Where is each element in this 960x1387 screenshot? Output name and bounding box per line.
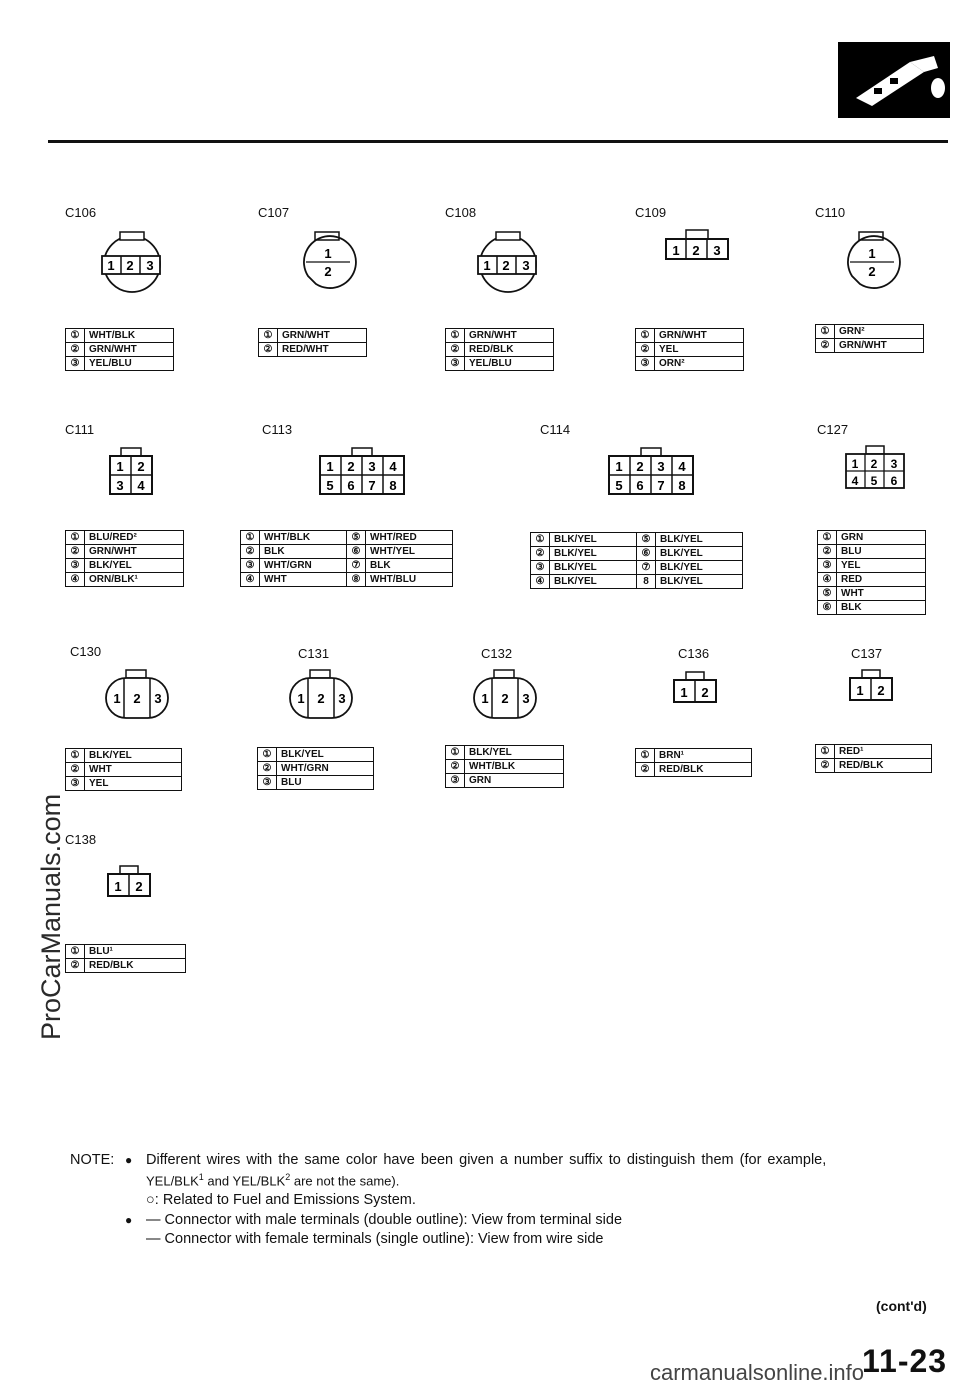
terminal-number: 3: [146, 258, 154, 273]
wire-color: RED: [837, 573, 926, 587]
terminal-number: 1: [868, 246, 876, 261]
note-text: Related to Fuel and Emissions System.: [158, 1192, 416, 1209]
table-row: [446, 357, 554, 371]
pin-number: ①: [259, 329, 278, 343]
pin-number: ①: [258, 748, 277, 762]
pin-number: ⑦: [347, 559, 366, 573]
pinout-table-c109: [635, 328, 744, 371]
note-line: [146, 1192, 940, 1209]
terminal-number: 4: [678, 459, 686, 474]
pin-number: ④: [241, 573, 260, 587]
table-row: [818, 573, 926, 587]
pin-number: ③: [446, 774, 465, 788]
pin-number: ②: [66, 545, 85, 559]
connector-rect-8pin-icon: [318, 446, 408, 500]
pin-number: ①: [66, 749, 85, 763]
terminal-number: 1: [851, 457, 859, 471]
wire-color: WHT/YEL: [366, 545, 453, 559]
fuel-pump-nozzle-icon: [838, 42, 950, 118]
terminal-number: 6: [890, 474, 898, 488]
pin-number: ②: [816, 759, 835, 773]
pin-number: ⑤: [818, 587, 837, 601]
terminal-number: 1: [481, 691, 489, 706]
wire-color: BLK/YEL: [656, 533, 743, 547]
bullet-icon: ●: [125, 1153, 133, 1167]
terminal-number: 2: [877, 683, 885, 698]
pin-number: ②: [636, 763, 655, 777]
wire-color: BLK/YEL: [656, 547, 743, 561]
pin-number: ③: [66, 777, 85, 791]
table-row: [66, 777, 182, 791]
pin-number: ③: [446, 357, 465, 371]
terminal-number: 1: [326, 459, 334, 474]
wire-color: RED/BLK: [465, 343, 554, 357]
terminal-number: 2: [701, 685, 709, 700]
connector-label: C113: [262, 422, 293, 437]
wire-color: WHT: [85, 763, 182, 777]
table-row: [66, 531, 184, 545]
pin-number: ④: [66, 573, 85, 587]
pin-number: ③: [636, 357, 655, 371]
page-number: 11-23: [862, 1343, 948, 1379]
terminal-number: 2: [133, 691, 141, 706]
pin-number: ⑤: [347, 531, 366, 545]
pin-number: ①: [66, 329, 85, 343]
wire-color: WHT/GRN: [260, 559, 347, 573]
wire-color: BLK: [366, 559, 453, 573]
connector-label: C136: [678, 646, 710, 661]
pin-number: ①: [241, 531, 260, 545]
wire-color: BRN¹: [655, 749, 752, 763]
note-line: [70, 1152, 940, 1169]
wire-color: WHT/RED: [366, 531, 453, 545]
pin-number: ④: [818, 573, 837, 587]
header-rule: [48, 140, 948, 143]
terminal-number: 4: [851, 474, 859, 488]
bullet-icon: ●: [125, 1213, 133, 1228]
table-row: [531, 533, 743, 547]
table-row: [66, 945, 186, 959]
table-row: [818, 587, 926, 601]
wire-color: BLK/YEL: [277, 748, 374, 762]
note-label: NOTE:: [70, 1152, 115, 1168]
wire-color: BLK/YEL: [85, 749, 182, 763]
pin-number: ③: [258, 776, 277, 790]
wire-color: RED/BLK: [835, 759, 932, 773]
terminal-number: 8: [389, 478, 397, 493]
table-row: [531, 575, 743, 589]
pin-number: ⑥: [637, 547, 656, 561]
terminal-number: 2: [692, 243, 700, 258]
pin-number: ①: [66, 531, 85, 545]
table-row: [258, 748, 374, 762]
terminal-number: 8: [678, 478, 686, 493]
connector-label: C114: [540, 422, 571, 437]
wire-color: YEL/BLU: [465, 357, 554, 371]
note-text: are not the same).: [290, 1173, 400, 1189]
table-row: [66, 357, 174, 371]
terminal-number: 1: [114, 879, 122, 894]
table-row: [66, 763, 182, 777]
table-row: [241, 531, 453, 545]
table-row: [446, 746, 564, 760]
pin-number: ②: [66, 763, 85, 777]
table-row: [66, 573, 184, 587]
table-row: [241, 573, 453, 587]
wire-color: BLK/YEL: [550, 561, 637, 575]
wire-color: GRN/WHT: [465, 329, 554, 343]
terminal-number: 2: [636, 459, 644, 474]
connector-label: C127: [817, 422, 849, 437]
pin-number: ⑥: [818, 601, 837, 615]
table-row: [636, 343, 744, 357]
table-row: [66, 559, 184, 573]
terminal-number: 1: [483, 258, 491, 273]
legend-note: [70, 1152, 940, 1248]
terminal-number: 1: [856, 683, 864, 698]
pin-number: ②: [66, 959, 85, 973]
pinout-table-c110: [815, 324, 924, 353]
connector-rect-2pin-icon: [106, 864, 156, 902]
note-example: [146, 1169, 940, 1189]
pinout-table-c108: [445, 328, 554, 371]
pin-number: ⑥: [347, 545, 366, 559]
table-row: [446, 343, 554, 357]
table-row: [636, 329, 744, 343]
continued-label: (cont'd): [876, 1298, 927, 1314]
terminal-number: 1: [672, 243, 680, 258]
table-row: [531, 561, 743, 575]
superscript: 2: [285, 1172, 291, 1182]
wire-color: GRN: [465, 774, 564, 788]
table-row: [66, 343, 174, 357]
pinout-table-c136: [635, 748, 752, 777]
table-row: [816, 745, 932, 759]
connector-label: C109: [635, 205, 667, 220]
wire-color: GRN/WHT: [835, 339, 924, 353]
wire-color: BLK: [260, 545, 347, 559]
wire-color: BLK: [837, 601, 926, 615]
connector-label: C137: [851, 646, 883, 661]
note-text: Different wires with the same color have been given a number suffix to distinguish them (for example,: [146, 1152, 827, 1168]
table-row: [66, 959, 186, 973]
pin-number: ②: [66, 343, 85, 357]
table-row: [66, 329, 174, 343]
terminal-number: 1: [297, 691, 305, 706]
pinout-table-c113: [240, 530, 453, 587]
table-row: [241, 559, 453, 573]
wire-color: WHT: [260, 573, 347, 587]
connector-rect-4pin-icon: [108, 446, 158, 500]
note-text: YEL/BLK: [146, 1173, 199, 1189]
connector-label: C132: [481, 646, 513, 661]
pin-number: ②: [531, 547, 550, 561]
wire-color: GRN: [837, 531, 926, 545]
pin-number: ①: [816, 325, 835, 339]
connector-round-3pin-icon: [100, 230, 170, 300]
terminal-number: 1: [116, 459, 124, 474]
wire-color: ORN/BLK¹: [85, 573, 184, 587]
terminal-number: 6: [636, 478, 644, 493]
terminal-number: 2: [137, 459, 145, 474]
terminal-number: 2: [502, 258, 510, 273]
wire-color: YEL/BLU: [85, 357, 174, 371]
pinout-table-c130: [65, 748, 182, 791]
table-row: [818, 601, 926, 615]
wire-color: WHT/BLK: [85, 329, 174, 343]
connector-round-2pin-icon: [842, 230, 902, 300]
connector-round-2pin-icon: [298, 230, 358, 300]
terminal-number: 3: [657, 459, 665, 474]
terminal-number: 1: [324, 246, 332, 261]
terminal-number: 3: [368, 459, 376, 474]
table-row: [259, 329, 367, 343]
connector-label: C130: [70, 644, 102, 659]
pin-number: ④: [531, 575, 550, 589]
table-row: [531, 547, 743, 561]
table-row: [66, 749, 182, 763]
terminal-number: 6: [347, 478, 355, 493]
table-row: [241, 545, 453, 559]
pin-number: 8: [637, 575, 656, 589]
terminal-number: 2: [347, 459, 355, 474]
wire-color: BLK/YEL: [656, 561, 743, 575]
wire-color: RED/BLK: [655, 763, 752, 777]
section-logo: [838, 42, 950, 118]
wire-color: GRN/WHT: [278, 329, 367, 343]
pin-number: ⑦: [637, 561, 656, 575]
table-row: [636, 357, 744, 371]
wire-color: GRN/WHT: [655, 329, 744, 343]
wire-color: WHT/BLU: [366, 573, 453, 587]
wire-color: BLK/YEL: [465, 746, 564, 760]
pinout-table-c137: [815, 744, 932, 773]
terminal-number: 5: [615, 478, 623, 493]
terminal-number: 3: [154, 691, 162, 706]
terminal-number: 1: [107, 258, 115, 273]
terminal-number: 7: [368, 478, 376, 493]
wire-color: BLK/YEL: [550, 533, 637, 547]
wire-color: YEL: [837, 559, 926, 573]
pinout-table-c131: [257, 747, 374, 790]
pinout-table-c111: [65, 530, 184, 587]
wire-color: YEL: [655, 343, 744, 357]
pin-number: ③: [818, 559, 837, 573]
pin-number: ③: [241, 559, 260, 573]
connector-oval-3pin-icon: [288, 668, 356, 724]
connector-label: C107: [258, 205, 290, 220]
pinout-table-c127: [817, 530, 926, 615]
wire-color: BLK/YEL: [550, 575, 637, 589]
note-line: [70, 1212, 940, 1229]
table-row: [258, 762, 374, 776]
note-text: and YEL/BLK: [203, 1173, 286, 1189]
terminal-number: 3: [522, 258, 530, 273]
wire-color: GRN/WHT: [85, 343, 174, 357]
pinout-table-c114: [530, 532, 743, 589]
connector-oval-3pin-icon: [472, 668, 540, 724]
terminal-number: 4: [137, 478, 145, 493]
pin-number: ②: [818, 545, 837, 559]
pin-number: ①: [636, 329, 655, 343]
pin-number: ⑧: [347, 573, 366, 587]
note-text: — Connector with female terminals (single outline): View from wire side: [146, 1231, 604, 1248]
wire-color: YEL: [85, 777, 182, 791]
wire-color: BLU: [837, 545, 926, 559]
table-row: [818, 545, 926, 559]
terminal-number: 2: [317, 691, 325, 706]
wire-color: RED¹: [835, 745, 932, 759]
table-row: [446, 774, 564, 788]
table-row: [818, 531, 926, 545]
table-row: [446, 329, 554, 343]
table-row: [818, 559, 926, 573]
connector-round-3pin-icon: [476, 230, 546, 300]
wire-color: WHT/BLK: [465, 760, 564, 774]
note-text: — Connector with male terminals (double outline): View from terminal side: [146, 1212, 623, 1229]
watermark: ProCarManuals.com: [36, 793, 66, 1040]
pin-number: ②: [446, 343, 465, 357]
pinout-table-c106: [65, 328, 174, 371]
table-row: [446, 760, 564, 774]
connector-rect-2pin-icon: [848, 668, 898, 706]
pin-number: ⑤: [637, 533, 656, 547]
table-row: [636, 763, 752, 777]
wire-color: BLK/YEL: [85, 559, 184, 573]
terminal-number: 3: [116, 478, 124, 493]
terminal-number: 2: [868, 264, 876, 279]
table-row: [816, 325, 924, 339]
wire-color: RED/BLK: [85, 959, 186, 973]
table-row: [66, 545, 184, 559]
pin-number: ②: [259, 343, 278, 357]
wire-color: ORN²: [655, 357, 744, 371]
wire-color: WHT/GRN: [277, 762, 374, 776]
table-row: [636, 749, 752, 763]
terminal-number: 3: [522, 691, 530, 706]
table-row: [816, 339, 924, 353]
footer-site: carmanualsonline.info: [650, 1360, 865, 1385]
connector-rect-2pin-icon: [672, 670, 722, 708]
terminal-number: 5: [870, 474, 878, 488]
terminal-number: 5: [326, 478, 334, 493]
connector-label: C108: [445, 205, 477, 220]
wire-color: BLU¹: [85, 945, 186, 959]
connector-rect-3pin-icon: [664, 228, 734, 264]
connector-oval-3pin-icon: [104, 668, 172, 724]
connector-label: C131: [298, 646, 330, 661]
connector-label: C106: [65, 205, 97, 220]
terminal-number: 3: [890, 457, 898, 471]
wire-color: GRN/WHT: [85, 545, 184, 559]
superscript: 1: [198, 1172, 204, 1182]
pin-number: ②: [636, 343, 655, 357]
wire-color: BLU/RED²: [85, 531, 184, 545]
connector-label: C110: [815, 205, 846, 220]
terminal-number: 1: [113, 691, 121, 706]
terminal-number: 2: [324, 264, 332, 279]
pin-number: ①: [446, 329, 465, 343]
table-row: [258, 776, 374, 790]
terminal-number: 2: [501, 691, 509, 706]
terminal-number: 7: [657, 478, 665, 493]
terminal-number: 4: [389, 459, 397, 474]
pin-number: ②: [258, 762, 277, 776]
pin-number: ③: [66, 559, 85, 573]
pinout-table-c132: [445, 745, 564, 788]
connector-label: C111: [65, 422, 95, 437]
pin-number: ①: [816, 745, 835, 759]
pin-number: ①: [66, 945, 85, 959]
pinout-table-c138: [65, 944, 186, 973]
terminal-number: 3: [713, 243, 721, 258]
wire-color: WHT: [837, 587, 926, 601]
table-row: [259, 343, 367, 357]
terminal-number: 1: [615, 459, 623, 474]
wire-color: BLU: [277, 776, 374, 790]
pin-number: ③: [531, 561, 550, 575]
pin-number: ①: [446, 746, 465, 760]
wire-color: BLK/YEL: [550, 547, 637, 561]
connector-label: C138: [65, 832, 97, 847]
wire-color: GRN²: [835, 325, 924, 339]
terminal-number: 1: [680, 685, 688, 700]
terminal-number: 2: [135, 879, 143, 894]
pin-number: ②: [446, 760, 465, 774]
circle-symbol-icon: ○:: [146, 1192, 159, 1209]
connector-rect-8pin-icon: [607, 446, 697, 500]
wire-color: BLK/YEL: [656, 575, 743, 589]
wire-color: WHT/BLK: [260, 531, 347, 545]
pinout-table-c107: [258, 328, 367, 357]
terminal-number: 2: [870, 457, 878, 471]
wire-color: RED/WHT: [278, 343, 367, 357]
pin-number: ②: [816, 339, 835, 353]
connector-rect-6pin-icon: [844, 444, 908, 494]
terminal-number: 2: [126, 258, 134, 273]
pin-number: ③: [66, 357, 85, 371]
pin-number: ①: [818, 531, 837, 545]
pin-number: ②: [241, 545, 260, 559]
terminal-number: 3: [338, 691, 346, 706]
table-row: [816, 759, 932, 773]
pin-number: ①: [636, 749, 655, 763]
pin-number: ①: [531, 533, 550, 547]
